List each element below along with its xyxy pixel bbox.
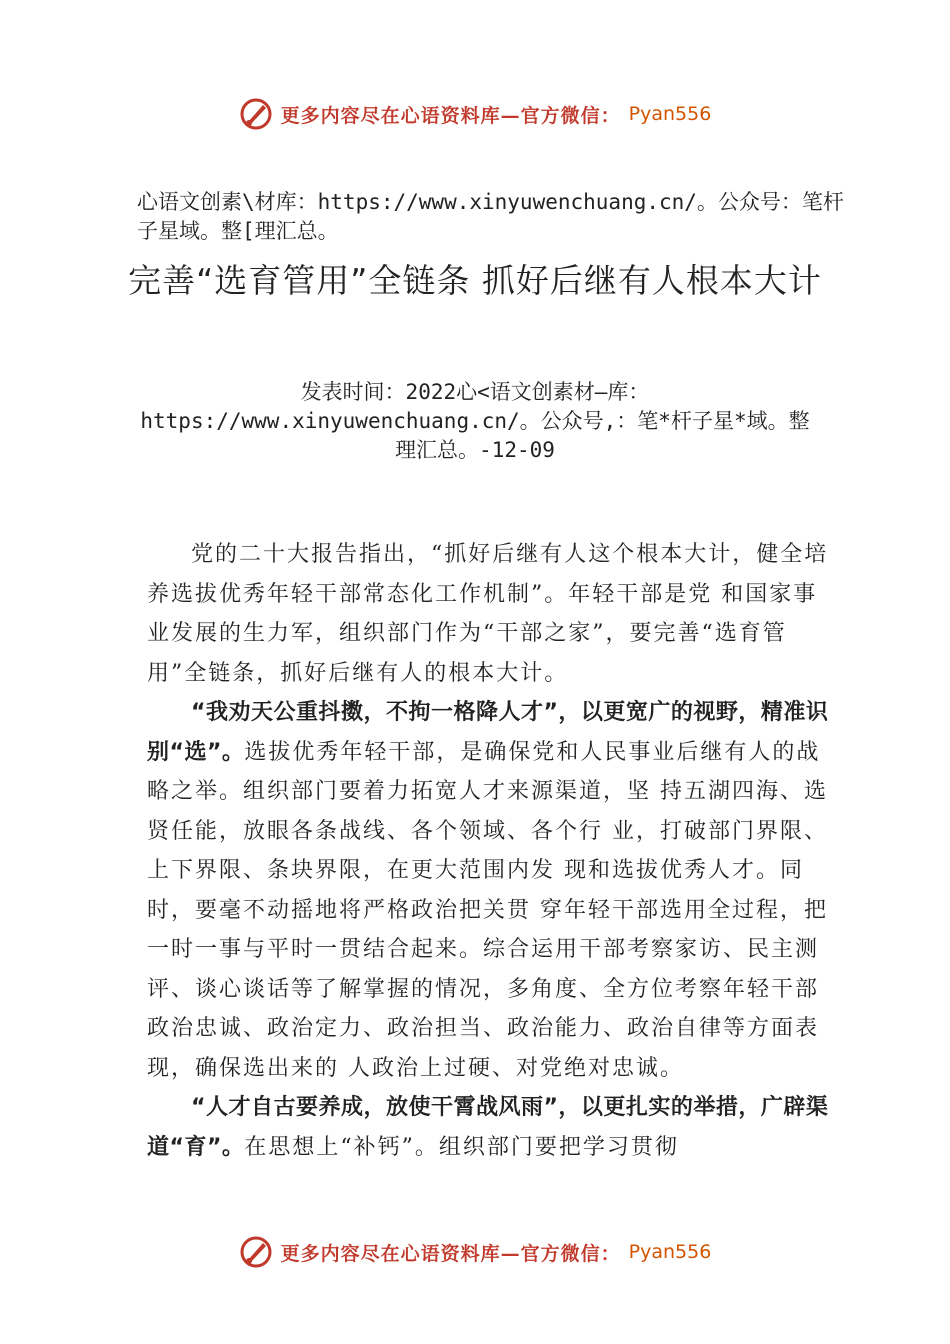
paragraph	[147, 693, 837, 1088]
paragraph-lead: “人才自古要养成，放使干霄战风雨”，以更扎实的举措，广辟渠道“育”。	[147, 1095, 829, 1160]
paragraph-text: 选拔优秀年轻干部，是确保党和人民事业后继有人的战略之举。组织部门要着力拓宽人才来源渠道，坚 持五湖四海、选贤任能，放眼各条战线、各个领域、各个行 业，打破部门界限、上下界限、条块界限，在更大范围内发 现和选拔优秀人才。同时，要毫不动摇地将严格政治把关贯 穿年轻干部选用全过程，把一时一事与平时一贯结合起来。综合运用干部考察家访、民主测评、谈心谈话等了解掌握的情况，多角度、全方位考察年轻干部政治忠诚、政治定力、政治担当、政治能力、政治自律等方面表现，确保选出来的 人政治上过硬、对党绝对忠诚。	[147, 739, 828, 1081]
footer-banner	[0, 1232, 950, 1272]
article-body	[147, 535, 837, 1167]
source-note: 心语文创素\材库：https://www.xinyuwenchuang.cn/。公众号：笔杆子星域。整[理汇总。	[137, 190, 844, 243]
header-banner	[0, 94, 950, 134]
banner-wechat-id: Pyan556	[628, 103, 712, 125]
banner-wechat-id: Pyan556	[628, 1241, 712, 1263]
banner-text: 更多内容尽在心语资料库—官方微信：	[280, 104, 621, 127]
brush-seal-icon	[239, 97, 273, 131]
paragraph-text: 在思想上“补钙”。组织部门要把学习贯彻	[244, 1134, 679, 1160]
document-title: 完善“选育管用”全链条 抓好后继有人根本大计	[128, 261, 822, 300]
publish-meta: 发表时间：2022心<语文创素材—库：https://www.xinyuwenchuang.cn/。公众号,：笔*杆子星*域。整理汇总。-12-09	[140, 380, 810, 462]
paragraph	[147, 1088, 837, 1167]
banner-text: 更多内容尽在心语资料库—官方微信：	[280, 1242, 621, 1265]
brush-seal-icon	[239, 1235, 273, 1269]
paragraph-lead: “我劝天公重抖擞，不拘一格降人才”，以更宽广的视野，精准识别“选”。	[147, 700, 829, 765]
paragraph	[147, 535, 837, 693]
paragraph-text: 党的二十大报告指出，“抓好后继有人这个根本大计，健全培养选拔优秀年轻干部常态化工作机制”。年轻干部是党 和国家事业发展的生力军，组织部门作为“干部之家”，要完善“选育管用”全链条，抓好后继有人的根本大计。	[147, 542, 829, 686]
